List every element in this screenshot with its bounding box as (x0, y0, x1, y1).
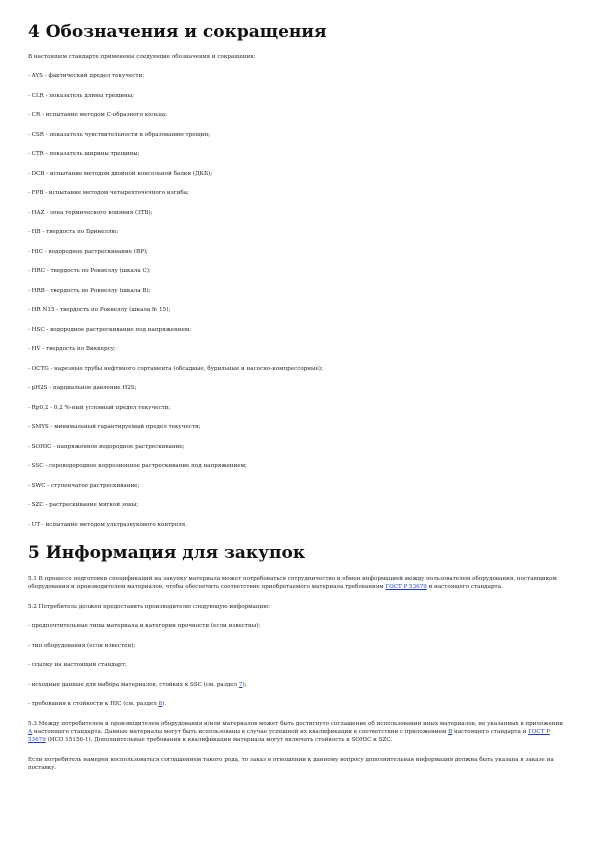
abbreviation-item: - HRC - твердость по Роквеллу (шкала C); (28, 268, 151, 274)
item-text: - ссылку на настоящий стандарт; (28, 662, 127, 668)
required-info-item (28, 700, 568, 708)
paragraph-5-4: Если потребитель намерен воспользоваться соглашением такого рода, то заказ в отношении к данному вопросу дополнительная информация должна быть указана в заказе на поставку. (28, 757, 554, 771)
abbreviation-item: - CTR - показатель ширины трещины; (28, 151, 140, 157)
section-5-title: 5 Информация для закупок (28, 542, 306, 563)
abbreviation-item: - OCTG - нарезные трубы нефтяного сортамента (обсадные, бурильные и насосно-компрессорные); (28, 365, 323, 372)
required-info-item (28, 681, 568, 689)
item-text: - предпочтительные типы материала и категории прочности (если известны); (28, 623, 261, 629)
paragraph-text: и настоящего стандарта. (426, 583, 503, 590)
section-7-link[interactable]: 7 (238, 681, 243, 688)
required-info-item (28, 642, 568, 650)
abbreviation-item: - CLR - показатель длины трещины; (28, 92, 135, 99)
abbreviation-item: - CSR - показатель чувствительности к образованию трещин; (28, 131, 211, 138)
section-4-title: 4 Обозначения и сокращения (28, 22, 327, 42)
paragraph-5-1 (28, 575, 568, 591)
required-info-item (28, 661, 568, 669)
item-text: - тип оборудования (если известен); (28, 642, 136, 649)
abbreviation-item: - HB - твердость по Бринеллю; (28, 229, 119, 235)
abbreviation-item: - SOHIC - напряженное водородное растрескивание; (28, 443, 185, 450)
abbreviation-item: - HR N15 - твердость по Роквеллу (шкала № 15); (28, 307, 171, 313)
abbreviation-item: - HSC - водородное растрескивание под напряжением; (28, 326, 192, 333)
section-8-link[interactable]: 8 (158, 701, 163, 707)
paragraph-text: настоящего стандарта и (452, 729, 529, 735)
abbreviation-item: - DCB - испытание методом двойной консольной балки (ДКБ); (28, 170, 213, 177)
section-4-intro: В настоящем стандарте применены следующие обозначения и сокращения: (28, 54, 256, 60)
appendix-a-link[interactable]: А (28, 729, 33, 735)
paragraph-5-2: 5.2 Потребитель должен предоставить производителю следующую информацию: (28, 603, 270, 610)
required-info-list (28, 622, 568, 708)
paragraph-text: 5.3 Между потребителем и производителем оборудования и/или материалов может быть достигнуто соглашение об использовании иных материалов, не указанных в приложении (28, 721, 563, 727)
abbreviation-item: - AYS - фактический предел текучести; (28, 73, 145, 79)
abbreviation-item: - HRB - твердость по Роквеллу (шкала B); (28, 287, 151, 294)
abbreviation-item: - HAZ - зона термического влияния (ЗТВ); (28, 209, 153, 216)
abbreviation-item: - pH2S - парциальное давление H2S; (28, 385, 137, 391)
abbreviation-item: - Rp0,2 - 0,2 %-ный условный предел текучести; (28, 404, 171, 411)
item-text: ); (242, 681, 247, 688)
gost-link[interactable]: ГОСТ Р 53679 (385, 583, 427, 590)
abbreviation-list (28, 72, 568, 529)
abbreviation-item: - UT - испытание методом ультразвукового контроля. (28, 521, 187, 528)
paragraph-text: 5.1 В процессе подготовки спецификаций на закупку материала может потребоваться сотрудничество и обмен информацией между пользователем оборудования, поставщиком оборудования и производителем материалов, чтобы обеспечить соответствие приобретаемого материала требованиям (28, 575, 557, 590)
abbreviation-item: - SSC - сероводородное коррозионное растрескивание под напряжением; (28, 463, 247, 469)
required-info-item (28, 622, 568, 630)
appendix-b-link[interactable]: В (448, 729, 453, 735)
abbreviation-item: - CR - испытание методом C-образного кольца; (28, 112, 168, 118)
paragraph-text: настоящего стандарта. Данные материалы могут быть использованы в случае успешной их квалификации в соответствии с приложением (32, 729, 449, 735)
item-text: - исходные данные для выбора материалов, стойких к SSC (см. раздел (28, 681, 239, 688)
abbreviation-item: - SZC - растрескивание мягкой зоны; (28, 502, 139, 508)
abbreviation-item: - SWC - ступенчатое растрескивание; (28, 482, 140, 489)
item-text: ). (162, 701, 167, 707)
abbreviation-item: - SMYS - минимальный гарантируемый предел текучести; (28, 424, 201, 430)
paragraph-5-3 (28, 720, 568, 744)
paragraph-text: (ИСО 15156-1). Дополнительные требования к квалификации материала могут включать стойкость к SOHIC и SZC. (45, 737, 393, 743)
abbreviation-item: - HV - твердость по Виккерсу; (28, 346, 116, 352)
gost-link[interactable]: ГОСТ Р 53679 (28, 729, 550, 743)
document-page (28, 22, 568, 772)
item-text: - требования к стойкости к HIC (см. раздел (28, 701, 159, 707)
abbreviation-item: - FPB - испытание методом четырехточечного изгиба; (28, 190, 189, 196)
abbreviation-item: - HIC - водородное растрескивание (ВР); (28, 248, 148, 255)
